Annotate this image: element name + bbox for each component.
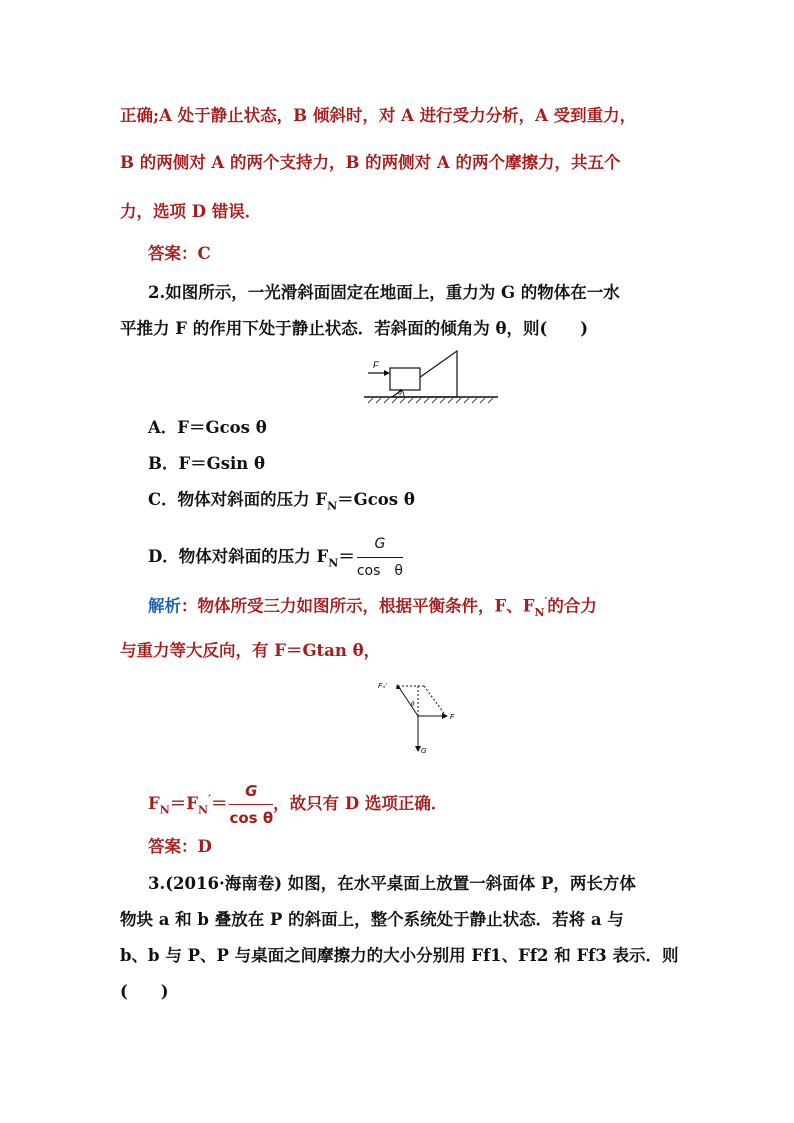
answer-label: 答案： [148,244,198,263]
result-fraction: $\frac{G}{\text{cos θ}}$ [229,779,273,830]
q1-answer [148,242,211,266]
q2-stem-line-1: 2.如图所示，一光滑斜面固定在地面上，重力为 G 的物体在一水 [148,283,620,302]
q2-analysis-line-2: 与重力等大反向，有 F＝Gtan θ， [120,641,381,660]
fig-label-F: F [373,360,379,370]
fig-label-theta: θ [398,388,402,397]
q1-explanation-line-2: B 的两侧对 A 的两个支持力，B 的两侧对 A 的两个摩擦力，共五个 [120,153,621,172]
q2-stem-line-2: 平推力 F 的作用下处于静止状态．若斜面的倾角为 θ，则( ) [120,319,589,338]
option-b: B．F＝Gsin θ [148,454,266,473]
q2-answer: 答案：D [148,837,212,856]
fig2-label-theta: θ [411,700,415,708]
option-a: A．F＝Gcos θ [148,418,267,437]
fig2-label-G: G [421,748,427,755]
option-d-fraction: $\frac{G}{\text{cos θ}}$ [357,532,403,583]
q3-stem-line-3: b、b 与 P、P 与桌面之间摩擦力的大小分别用 Ff1、Ff2 和 Ff3 表示．则 [120,946,679,965]
q1-explanation-line-3: 力，选项 D 错误． [120,202,262,221]
force-diagram [376,676,460,756]
q3-stem-line-1: 3.(2016·海南卷) 如图，在水平桌面上放置一斜面体 P，两长方体 [148,874,636,893]
q2-result: $F_N=F_N'=$ $\frac{G}{\text{cos θ}}$ ，故只有 D 选项正确． [148,779,447,830]
q3-stem-line-2: 物块 a 和 b 叠放在 P 的斜面上，整个系统处于静止状态．若将 a 与 [120,910,624,929]
incline-figure [364,348,500,406]
q2-analysis-line-1: 解析：物体所受三力如图所示，根据平衡条件，F、$F_N'$的合力 [148,595,597,619]
q3-stem-line-4: ( ) [120,982,169,1001]
option-c: C．物体对斜面的压力 $F_N=Gcos$ θ [148,490,415,513]
analysis-label: 解析 [148,596,181,616]
q1-explanation-line-1: 正确;A 处于静止状态，B 倾斜时，对 A 进行受力分析，A 受到重力， [120,106,637,125]
block [390,368,420,390]
answer-value: C [197,244,211,263]
fig2-label-FN: Fₙ′ [378,683,387,690]
fig2-label-F: F [450,714,455,721]
option-d: D．物体对斜面的压力 $F_N=$ $\frac{G}{\text{cos θ}}$ [148,532,403,583]
